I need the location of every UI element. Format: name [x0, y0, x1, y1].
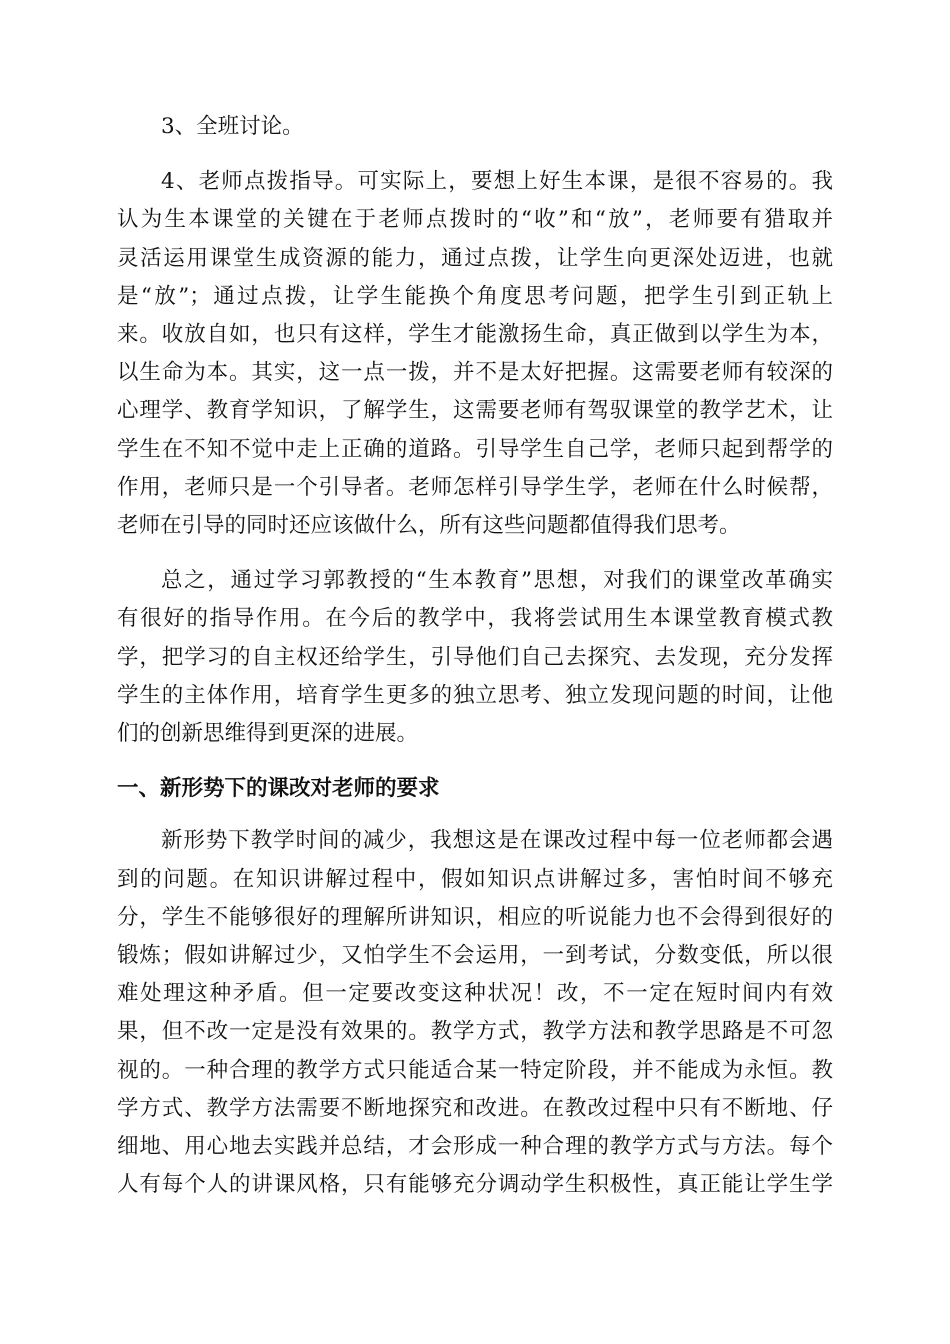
text-line: 学生在不知不觉中走上正确的道路。引导学生自己学，老师只起到帮学的 [117, 436, 833, 462]
paragraph-teacher-guidance [117, 163, 833, 545]
text-line: 学方式、教学方法需要不断地探究和改进。在教改过程中只有不断地、仔 [117, 1095, 833, 1121]
text-line: 锻炼；假如讲解过少，又怕学生不会运用，一到考试，分数变低，所以很 [117, 943, 833, 969]
text-line: 来。收放自如，也只有这样，学生才能激扬生命，真正做到以学生为本， [117, 322, 833, 348]
text-line: 细地、用心地去实践并总结，才会形成一种合理的教学方式与方法。每个 [117, 1134, 833, 1160]
text-line: 到的问题。在知识讲解过程中，假如知识点讲解过多，害怕时间不够充 [117, 866, 833, 892]
text-line: 视的。一种合理的教学方式只能适合某一特定阶段，并不能成为永恒。教 [117, 1057, 833, 1083]
text-line: 学，把学习的自主权还给学生，引导他们自己去探究、去发现，充分发挥 [117, 644, 833, 670]
paragraph-class-discussion [117, 108, 833, 146]
paragraph-summary [117, 562, 833, 753]
text-line: 是“放”；通过点拨，让学生能换个角度思考问题，把学生引到正轨上 [117, 283, 833, 309]
text-line: 心理学、教育学知识，了解学生，这需要老师有驾驭课堂的教学艺术，让 [117, 398, 833, 424]
text-line: 果，但不改一定是没有效果的。教学方式，教学方法和教学思路是不可忽 [117, 1019, 833, 1045]
text-line: 总之，通过学习郭教授的“生本教育”思想，对我们的课堂改革确实 [161, 568, 833, 594]
text-line: 以生命为本。其实，这一点一拨，并不是太好把握。这需要老师有较深的 [117, 360, 833, 386]
paragraph-new-situation [117, 822, 833, 1204]
section-heading: 一、新形势下的课改对老师的要求 [117, 776, 440, 802]
text-line: 们的创新思维得到更深的进展。 [117, 721, 419, 747]
text-line: 灵活运用课堂生成资源的能力，通过点拨，让学生向更深处迈进，也就 [117, 245, 833, 271]
text-line: 老师在引导的同时还应该做什么，所有这些问题都值得我们思考。 [117, 513, 741, 539]
text-line: 3、全班讨论。 [161, 114, 304, 139]
text-line: 难处理这种矛盾。但一定要改变这种状况！改，不一定在短时间内有效 [117, 981, 833, 1007]
text-line: 作用，老师只是一个引导者。老师怎样引导学生学，老师在什么时候帮， [117, 474, 833, 500]
text-line: 认为生本课堂的关键在于老师点拨时的“收”和“放”，老师要有猎取并 [117, 207, 833, 233]
text-line: 学生的主体作用，培育学生更多的独立思考、独立发现问题的时间，让他 [117, 682, 833, 708]
text-line: 4、老师点拨指导。可实际上，要想上好生本课，是很不容易的。我 [161, 169, 833, 195]
text-line: 新形势下教学时间的减少，我想这是在课改过程中每一位老师都会遇 [161, 828, 833, 854]
text-line: 人有每个人的讲课风格，只有能够充分调动学生积极性，真正能让学生学 [117, 1172, 833, 1198]
text-line: 有很好的指导作用。在今后的教学中，我将尝试用生本课堂教育模式教 [117, 606, 833, 632]
text-line: 分，学生不能够很好的理解所讲知识，相应的听说能力也不会得到很好的 [117, 904, 833, 930]
document-body [117, 108, 833, 1221]
